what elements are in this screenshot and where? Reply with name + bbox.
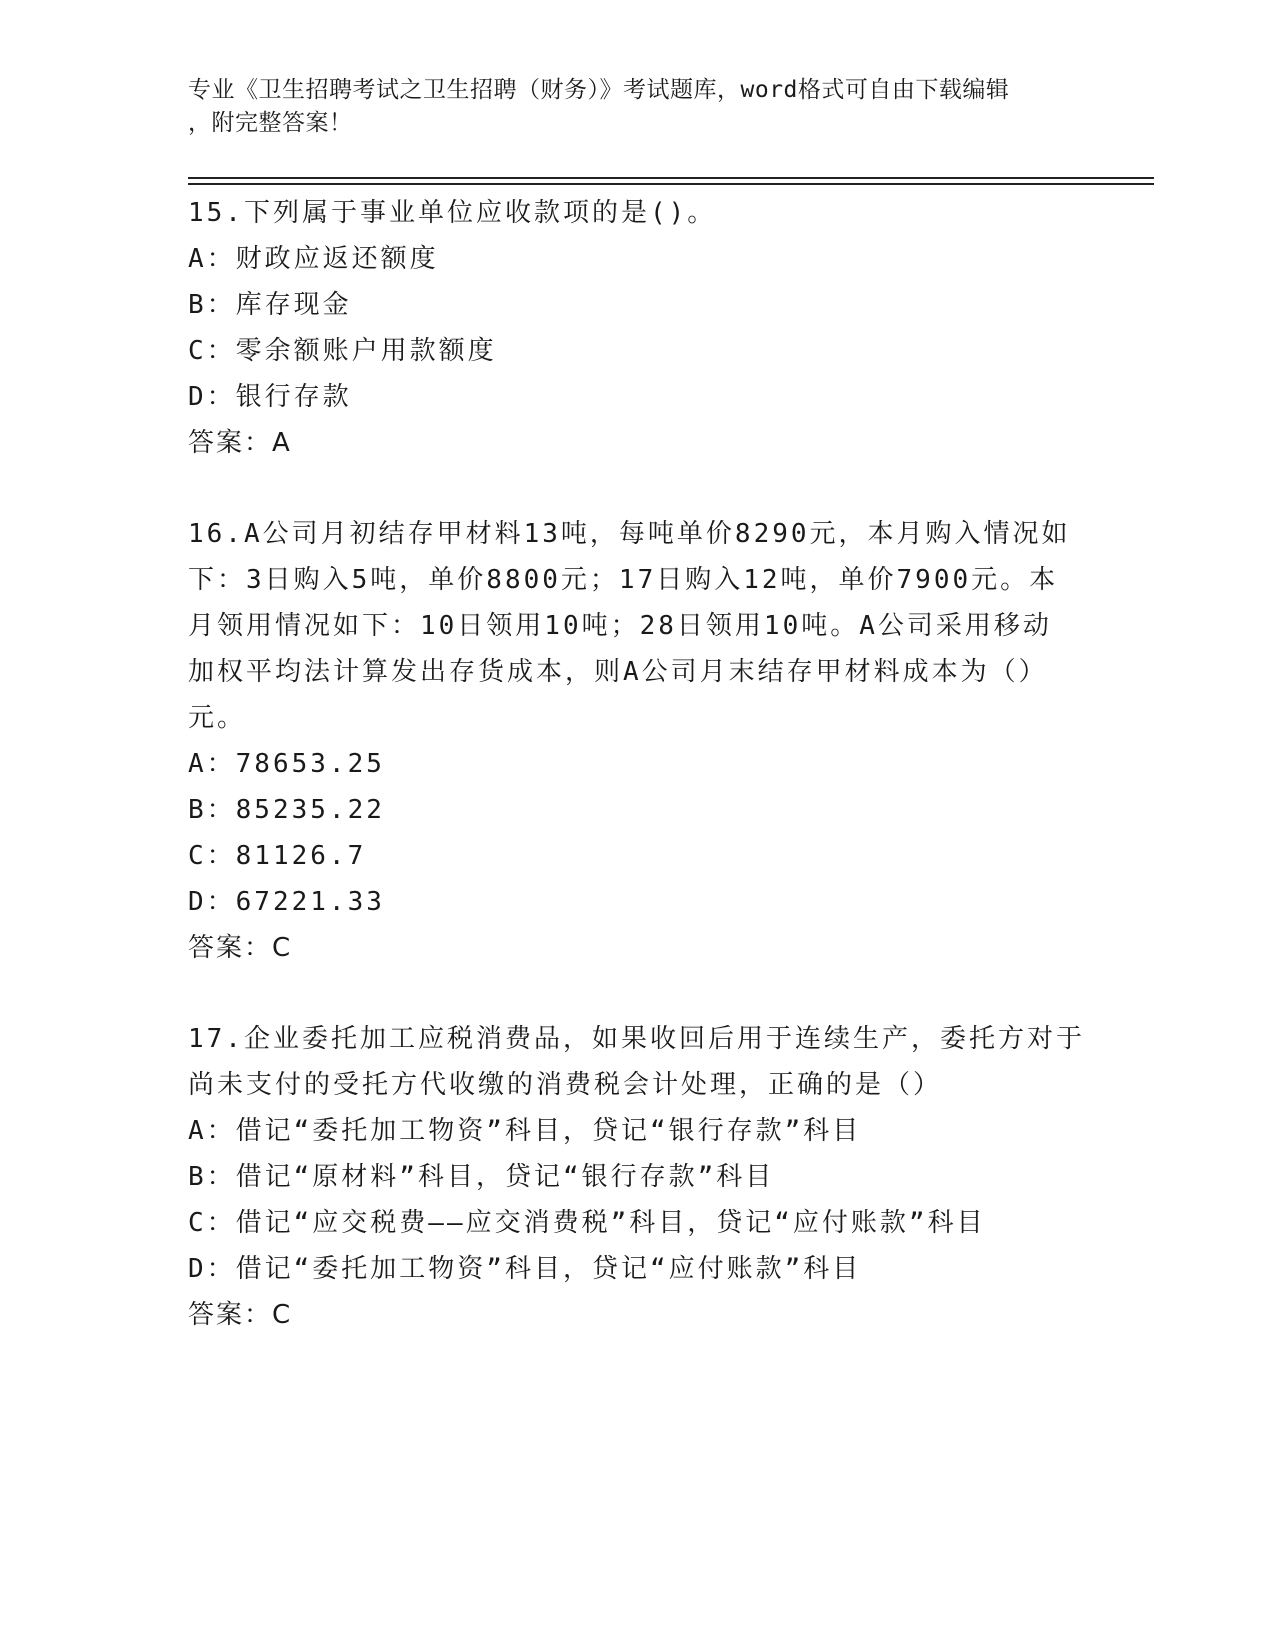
question-stem-line-2: 尚未支付的受托方代收缴的消费税会计处理，正确的是（） [188, 1070, 943, 1100]
question-17 [188, 1016, 1088, 1338]
option-c: C：81126.7 [188, 841, 367, 871]
option-c: C：借记“应交税费——应交消费税”科目，贷记“应付账款”科目 [188, 1208, 986, 1238]
header-line-2: ，附完整答案！ [188, 110, 353, 136]
question-list [188, 190, 1088, 1338]
question-stem-line-5: 元。 [188, 703, 247, 733]
option-c: C：零余额账户用款额度 [188, 336, 497, 366]
header-divider-top [188, 177, 1154, 179]
question-stem: 15.下列属于事业单位应收款项的是()。 [188, 198, 717, 228]
option-b: B：借记“原材料”科目，贷记“银行存款”科目 [188, 1162, 775, 1192]
option-b: B：库存现金 [188, 290, 352, 320]
option-d: D：银行存款 [188, 382, 352, 412]
header-line-1: 专业《卫生招聘考试之卫生招聘（财务）》考试题库，word格式可自由下载编辑 [188, 77, 1010, 103]
question-stem-line-4: 加权平均法计算发出存货成本，则A公司月末结存甲材料成本为（） [188, 657, 1048, 687]
header-divider-bottom [188, 183, 1154, 185]
question-stem-line-3: 月领用情况如下：10日领用10吨；28日领用10吨。A公司采用移动 [188, 611, 1052, 641]
answer-label: 答案：C [188, 1300, 293, 1330]
question-spacer [188, 466, 1088, 511]
option-a: A：财政应返还额度 [188, 244, 439, 274]
option-d: D：借记“委托加工物资”科目，贷记“应付账款”科目 [188, 1254, 862, 1284]
question-stem-line-1: 17.企业委托加工应税消费品，如果收回后用于连续生产，委托方对于 [188, 1024, 1085, 1054]
option-a: A：78653.25 [188, 749, 385, 779]
document-header [188, 74, 1068, 140]
question-spacer [188, 971, 1088, 1016]
question-15 [188, 190, 1088, 466]
question-stem-line-2: 下：3日购入5吨，单价8800元；17日购入12吨，单价7900元。本 [188, 565, 1059, 595]
question-16 [188, 511, 1088, 971]
answer-label: 答案：C [188, 933, 293, 963]
option-b: B：85235.22 [188, 795, 385, 825]
answer-label: 答案：A [188, 428, 292, 458]
option-a: A：借记“委托加工物资”科目，贷记“银行存款”科目 [188, 1116, 862, 1146]
option-d: D：67221.33 [188, 887, 385, 917]
question-stem-line-1: 16.A公司月初结存甲材料13吨，每吨单价8290元，本月购入情况如 [188, 519, 1071, 549]
